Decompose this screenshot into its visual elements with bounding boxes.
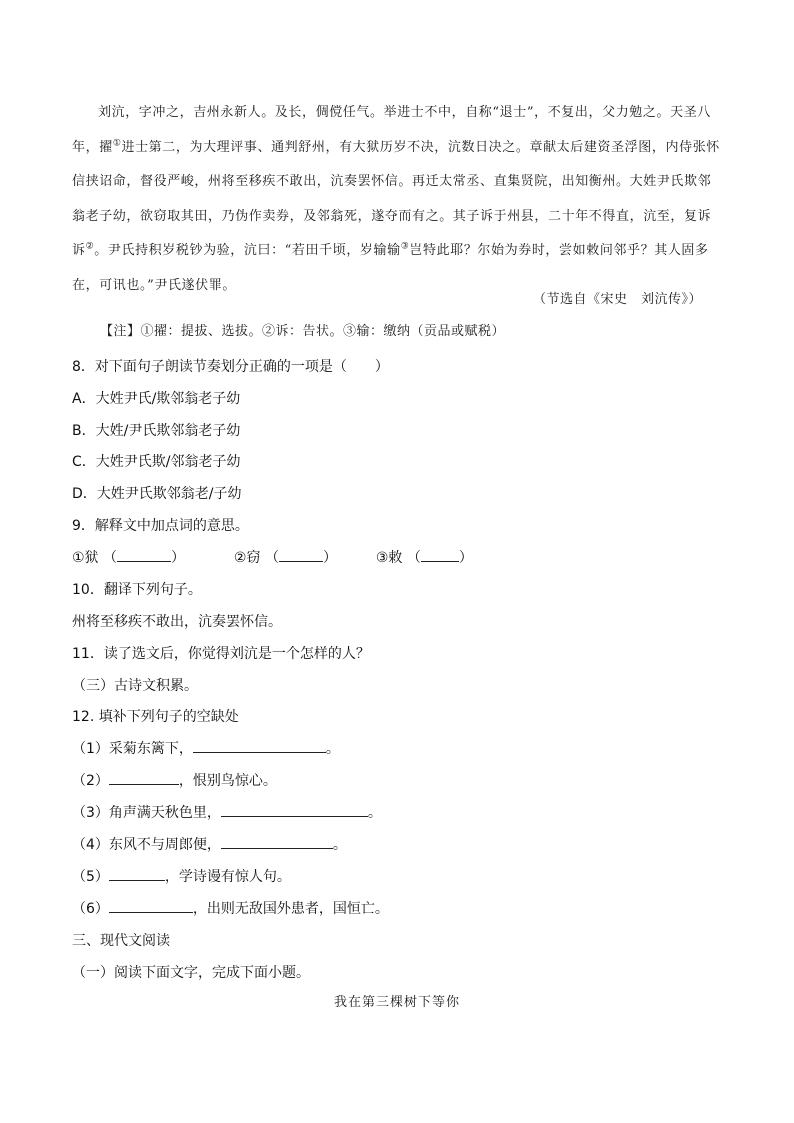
passage-word: 擢 xyxy=(99,139,113,155)
annotation-mark: ③ xyxy=(400,242,410,253)
passage-line: 八年， xyxy=(72,105,711,155)
fill-item-1: （1）采菊东篱下， 。 xyxy=(72,738,340,758)
fill-blank[interactable] xyxy=(109,898,193,913)
fill-item-3: （3）角声满天秋色里， 。 xyxy=(72,802,382,822)
question-12-stem: 12. 填补下列句子的空缺处 xyxy=(72,709,239,725)
passage-line: 尹氏欺邻翁老子幼，欲窃取其田，乃伪作卖券，及邻翁死，遂夺而有之。其子诉于州县，二十年不得直， xyxy=(72,174,712,224)
question-10-stem: 10．翻译下列句子。 xyxy=(72,582,202,598)
passage-line: 刘沆，字冲之，吉州永新人。及长，倜傥任气。举进士不中，自称“退士”，不复出，父力勉之。天圣 xyxy=(98,105,698,120)
annotation-note: 【注】①擢：提拔、选拔。②诉：告状。③输：缴纳（贡品或赋税） xyxy=(100,324,506,339)
option-d[interactable]: D．大姓尹氏欺邻翁老/子幼 xyxy=(72,486,242,502)
answer-blank-2[interactable] xyxy=(279,547,323,562)
fill-item-4: （4）东风不与周郎便， 。 xyxy=(72,834,347,854)
option-a[interactable]: A．大姓尹氏/欺邻翁老子幼 xyxy=(72,391,241,407)
classical-passage xyxy=(72,96,720,304)
option-b[interactable]: B．大姓/尹氏欺邻翁老子幼 xyxy=(72,423,241,439)
passage-line: 岂特此耶？尔始为券时，尝如敕问邻乎？ xyxy=(409,243,655,259)
passage-line: 其人固多在，可讯也。”尹氏遂伏罪。 xyxy=(72,243,709,293)
question-10-sentence: 州将至移疾不敢出，沆奏罢怀信。 xyxy=(72,614,282,630)
fill-blank[interactable] xyxy=(221,834,333,849)
passage-word: 诉 xyxy=(72,243,86,259)
question-11-stem: 11．读了选文后，你觉得刘沆是一个怎样的人？ xyxy=(72,646,370,662)
annotation-mark: ② xyxy=(85,242,95,253)
word-label: ③敕 xyxy=(375,550,403,566)
fill-blank[interactable] xyxy=(109,770,179,785)
passage-line: 侍张怀信挟诏命，督役严峻，州将至移疾不敢出，沆奏罢怀信。再迁太常丞、直集贤院，出知衡州。大姓 xyxy=(72,139,720,190)
fill-blank[interactable] xyxy=(221,802,368,817)
passage-word: 输 xyxy=(387,243,401,259)
word-label: ①狱 xyxy=(72,550,99,566)
passage-line: 沆至，复诉 xyxy=(643,208,712,224)
subsection-heading: （一）阅读下面文字，完成下面小题。 xyxy=(72,965,310,981)
fill-blank[interactable] xyxy=(193,738,326,753)
passage-source: （节选自《宋史 刘沆传》） xyxy=(532,292,702,307)
question-8-stem: 8．对下面句子朗读节奏划分正确的一项是（ ） xyxy=(72,359,389,375)
question-9-items: ①狱 （ ） ②窃 （ ） ③敕 （ ） xyxy=(72,547,473,567)
fill-blank[interactable] xyxy=(109,866,165,881)
passage-line: 。尹氏持积岁税钞为验，沆曰：“若田千顷，岁输 xyxy=(94,243,388,259)
section-modern-heading: 三、现代文阅读 xyxy=(72,933,170,949)
article-title: 我在第三棵树下等你 xyxy=(333,995,460,1010)
word-label: ②窃 xyxy=(233,550,261,566)
fill-item-5: （5） ，学诗谩有惊人句。 xyxy=(72,866,291,886)
section-poetry-heading: （三）古诗文积累。 xyxy=(72,678,198,694)
question-9-stem: 9．解释文中加点词的意思。 xyxy=(72,518,249,534)
annotation-mark: ① xyxy=(112,138,122,149)
answer-blank-3[interactable] xyxy=(421,547,459,562)
answer-blank-1[interactable] xyxy=(117,547,171,562)
option-c[interactable]: C．大姓尹氏欺/邻翁老子幼 xyxy=(72,454,241,470)
fill-item-6: （6） ，出则无敌国外患者，国恒亡。 xyxy=(72,898,389,918)
fill-item-2: （2） ，恨别鸟惊心。 xyxy=(72,770,277,790)
passage-line: 进士第二，为大理评事、通判舒州，有大狱历岁不决，沆数日决之。章献太后建资圣浮图，内 xyxy=(121,139,680,155)
